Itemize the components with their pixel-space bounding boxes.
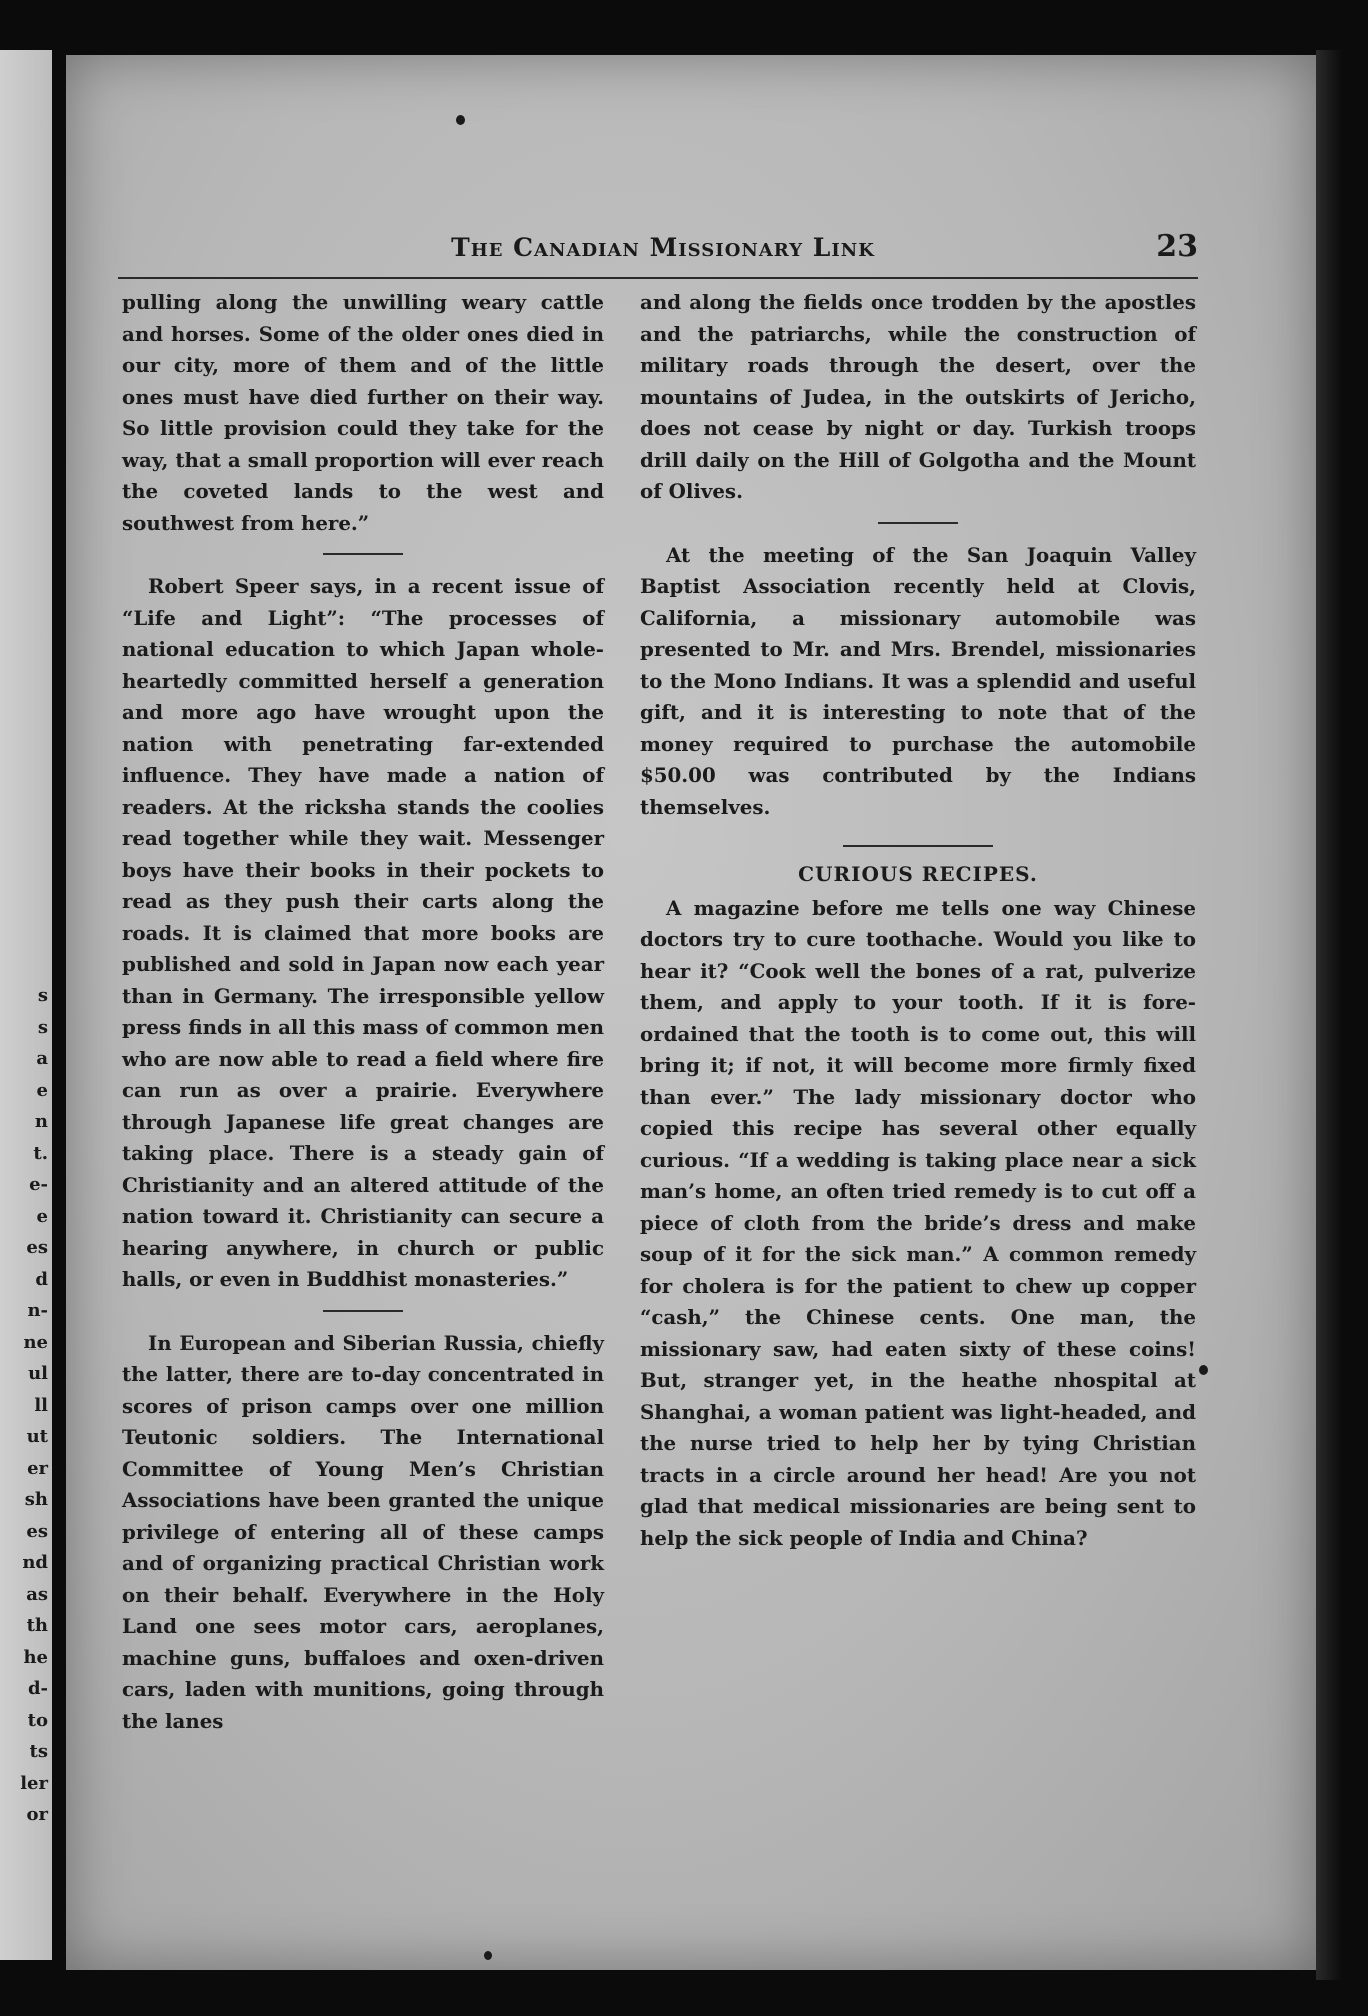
adjacent-page-fragment: nd (22, 1552, 48, 1573)
adjacent-page-fragment: s (37, 1016, 48, 1038)
adjacent-page-fragment: es (26, 1520, 48, 1542)
adjacent-page-fragment: or (26, 1804, 48, 1825)
adjacent-page-fragment: e (36, 1079, 48, 1101)
adjacent-page-fragment: a (36, 1048, 48, 1069)
adjacent-page-fragment: ts (29, 1741, 48, 1762)
section-heading: CURIOUS RECIPES. (798, 862, 1038, 886)
ink-spot (456, 115, 465, 125)
adjacent-page-fragment: ul (28, 1363, 48, 1384)
adjacent-page-fragment: n- (27, 1300, 48, 1321)
separator-rule (323, 1310, 403, 1312)
adjacent-page-fragment: ne (23, 1331, 48, 1353)
separator-rule (878, 522, 958, 524)
adjacent-page-fragment: ler (20, 1772, 48, 1794)
adjacent-page-fragment: as (26, 1583, 48, 1605)
page-edge-shadow (1316, 50, 1342, 1980)
adjacent-page-fragment: er (27, 1457, 48, 1479)
adjacent-page-strip (0, 50, 52, 1960)
paragraph-holy-land-continued: and along the fields once trodden by the apostles and the patriarchs, while the construction of military roads through the desert, over the mountains of Judea, in the outskirts of Jericho, does not cease by night or day. Turkish troops drill daily on the Hill of Golgotha and the Mount of Olives. (640, 290, 1196, 503)
left-column (122, 287, 604, 1737)
paragraph-prison-camps: In European and Siberian Russia, chiefly the latter, there are to-day concentrated in scores of prison camps over one million Teutonic soldiers. The International Committee of Young Men’s Christian Associations have been granted the unique privilege of entering all of these camps and of organizing practical Christian work on their behalf. Everywhere in the Holy Land one sees motor cars, aeroplanes, machine guns, buffaloes and oxen-driven cars, laden with munitions, going through the lanes (122, 1330, 604, 1733)
adjacent-page-fragment: sh (24, 1489, 48, 1510)
adjacent-page-fragment: e- (29, 1174, 48, 1195)
adjacent-page-fragment: th (26, 1615, 48, 1636)
adjacent-page-fragment: ll (34, 1394, 48, 1416)
page-number: 23 (1156, 229, 1198, 264)
paragraph-missionary-automobile: At the meeting of the San Joaquin Valley Baptist Association recently held at Clovis, California, a missionary automobile was presented to Mr. and Mrs. Brendel, missionaries to the Mono Indians. It was a splendid and useful gift, and it is interesting to note that of the money required to purchase the automobile $50.00 was contributed by the Indians themselves. (640, 542, 1196, 819)
adjacent-page-fragment: ut (26, 1426, 48, 1447)
adjacent-page-fragment: d (35, 1268, 48, 1290)
separator-rule (323, 553, 403, 555)
adjacent-page-fragment: n (34, 1111, 48, 1132)
header-rule (118, 277, 1198, 279)
paragraph-japan-education: Robert Speer says, in a recent issue of “Life and Light”: “The processes of national education to which Japan whole-heartedly committed herself a generation and more ago have wrought upon the nation with penetrating far-extended influence. They have made a nation of readers. At the ricksha stands the coolies read together while they wait. Messenger boys have their books in their pockets to read as they push their carts along the roads. It is claimed that more books are published and sold in Japan now each year than in Germany. The irresponsible yellow press finds in all this mass of common men who are now able to read a field where fire can run as over a prairie. Everywhere through Japanese life great changes are taking place. There is a steady gain of Christianity and an altered attitude of the nation toward it. Christianity can secure a hearing anywhere, in church or public halls, or even in Buddhist monasteries.” (122, 574, 604, 1291)
right-column (640, 287, 1196, 1554)
adjacent-page-fragment: d- (27, 1678, 48, 1699)
adjacent-page-fragment: to (27, 1709, 48, 1731)
paragraph-refugees-continued: pulling along the unwilling weary cattle and horses. Some of the older ones died in our city, more of them and of the little ones must have died further on their way. So little provision could they take for the way, that a small proportion will ever reach the coveted lands to the west and southwest from here.” (122, 290, 604, 535)
adjacent-page-fragment: s (37, 985, 48, 1006)
magazine-page (66, 55, 1316, 1970)
adjacent-page-fragment: e (36, 1205, 48, 1227)
ink-spot (484, 1951, 492, 1960)
running-header (128, 223, 1198, 273)
adjacent-page-fragment: es (26, 1237, 48, 1258)
ink-spot (1199, 1365, 1208, 1375)
adjacent-page-fragment: he (23, 1646, 48, 1668)
adjacent-page-fragment: t. (33, 1142, 48, 1164)
publication-title: The Canadian Missionary Link (451, 233, 875, 262)
separator-rule (843, 845, 993, 847)
paragraph-curious-recipes: A magazine before me tells one way Chinese doctors try to cure toothache. Would you like to hear it? “Cook well the bones of a rat, pulverize them, and apply to your tooth. If it is foreordained that the tooth is to come out, this will bring it; if not, it will become more firmly fixed than ever.” The lady missionary doctor who copied this recipe has several other equally curious. “If a wedding is taking place near a sick man’s home, an often tried remedy is to cut off a piece of cloth from the bride’s dress and make soup of it for the sick man.” A common remedy for cholera is for the patient to chew up copper “cash,” the Chinese cents. One man, the missionary saw, had eaten sixty of these coins! But, stranger yet, in the heathe nhospital at Shanghai, a woman patient was light-headed, and the nurse tried to help her by tying Christian tracts in a circle around her head! Are you not glad that medical missionaries are being sent to help the sick people of India and China? (640, 895, 1196, 1550)
